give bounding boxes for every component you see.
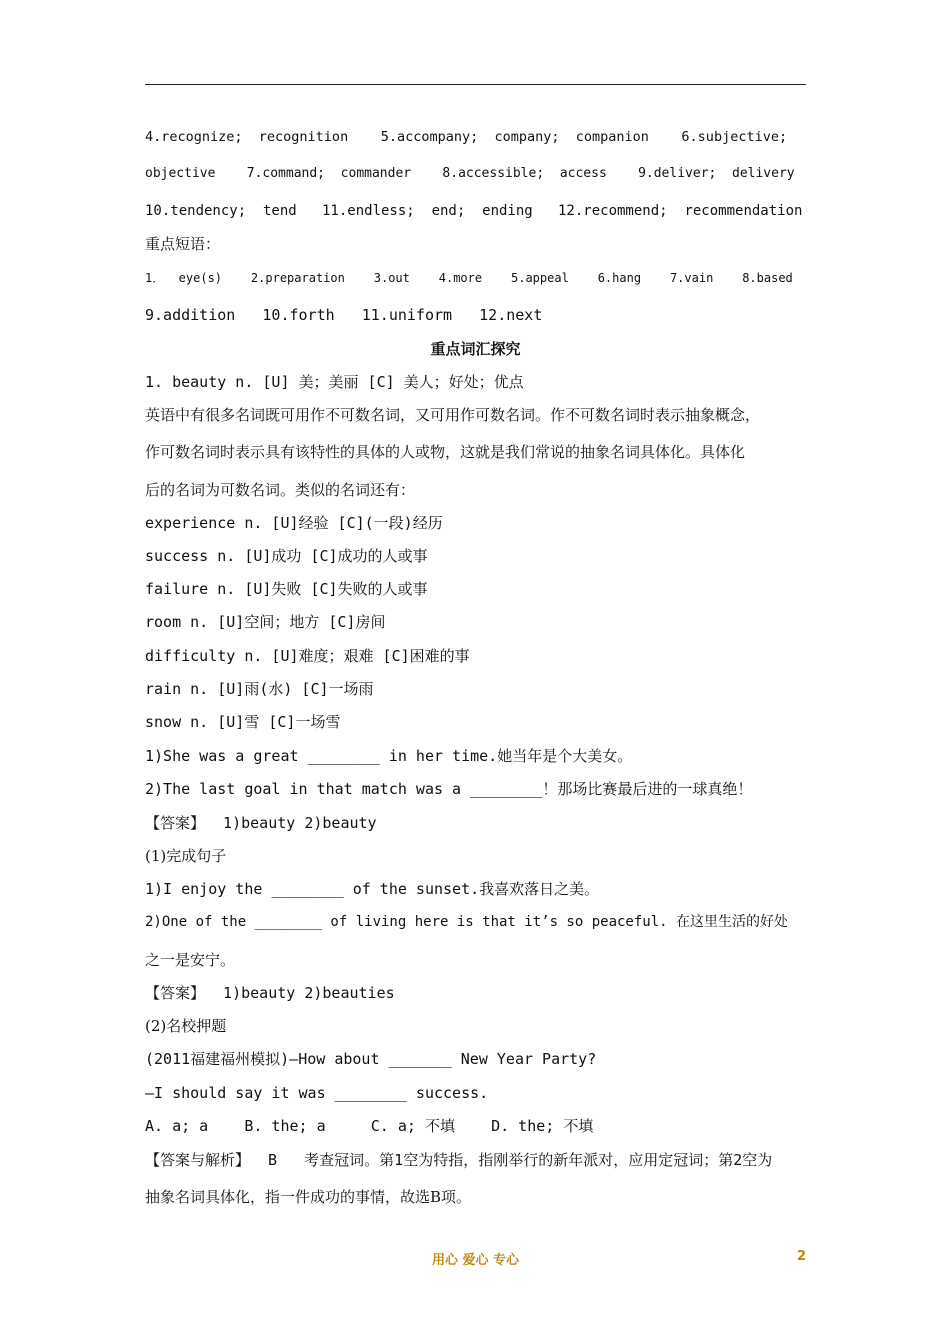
exam-question-line-2: —I should say it was ________ success. (145, 1084, 489, 1102)
explanation-line-1: 英语中有很多名词既可用作不可数名词，又可用作可数名词。作不可数名词时表示抽象概念， (145, 406, 761, 424)
noun-example-rain: rain n. [U]雨(水) [C]一场雨 (145, 680, 374, 698)
complete-sentence-heading: (1)完成句子 (145, 847, 227, 865)
vocab-entry-beauty: 1. beauty n. [U] 美；美丽 [C] 美人；好处；优点 (145, 373, 524, 391)
complete-sentence-2-cont: 之一是安宁。 (145, 951, 236, 969)
exam-question-options: A. a; a B. the; a C. a; 不填 D. the; 不填 (145, 1117, 594, 1135)
page-number: 2 (796, 1249, 806, 1264)
answer-analysis-line-1: 【答案与解析】 B 考查冠词。第1空为特指，指刚举行的新年派对，应用定冠词；第2空为 (145, 1151, 773, 1169)
noun-example-success: success n. [U]成功 [C]成功的人或事 (145, 547, 428, 565)
phrases-heading: 重点短语： (145, 235, 221, 253)
noun-example-difficulty: difficulty n. [U]难度；艰难 [C]困难的事 (145, 647, 470, 665)
answer-line-1: 4.recognize; recognition 5.accompany; company; companion 6.subjective; (145, 129, 788, 145)
explanation-line-2: 作可数名词时表示具有该特性的具体的人或物，这就是我们常说的抽象名词具体化。具体化 (145, 443, 746, 461)
exercise-sentence-1: 1)She was a great ________ in her time.她当年是个大美女。 (145, 747, 633, 765)
exam-question-line-1: (2011福建福州模拟)—How about _______ New Year Party? (145, 1050, 597, 1068)
footer-slogan: 用心 爱心 专心 (431, 1253, 520, 1268)
noun-example-room: room n. [U]空间；地方 [C]房间 (145, 613, 386, 631)
complete-sentence-2: 2)One of the ________ of living here is that it’s so peaceful. 在这里生活的好处 (145, 914, 789, 930)
exercise-sentence-2: 2)The last goal in that match was a ________！那场比赛最后进的一球真绝！ (145, 780, 753, 798)
section-title: 重点词汇探究 (430, 340, 521, 358)
answer-key-1: 【答案】 1)beauty 2)beauty (145, 814, 377, 832)
explanation-line-3: 后的名词为可数名词。类似的名词还有： (145, 481, 416, 499)
noun-example-snow: snow n. [U]雪 [C]一场雪 (145, 713, 341, 731)
answer-line-3: 10.tendency; tend 11.endless; end; ending 12.recommend; recommendation (145, 203, 803, 219)
exam-question-heading: (2)名校押题 (145, 1017, 227, 1035)
noun-example-failure: failure n. [U]失败 [C]失败的人或事 (145, 580, 428, 598)
answer-line-2: objective 7.command; commander 8.accessible; access 9.deliver; delivery (145, 166, 795, 181)
phrases-line-1: 1． eye(s) 2.preparation 3.out 4.more 5.appeal 6.hang 7.vain 8.based (145, 271, 793, 285)
noun-example-experience: experience n. [U]经验 [C](一段)经历 (145, 514, 443, 532)
phrases-line-2: 9.addition 10.forth 11.uniform 12.next (145, 306, 543, 324)
page-footer (145, 1249, 806, 1269)
answer-analysis-line-2: 抽象名词具体化，指一件成功的事情，故选B项。 (145, 1188, 472, 1206)
complete-sentence-1: 1)I enjoy the ________ of the sunset.我喜欢落日之美。 (145, 880, 600, 898)
header-rule (145, 84, 806, 85)
answer-key-2: 【答案】 1)beauty 2)beauties (145, 984, 395, 1002)
